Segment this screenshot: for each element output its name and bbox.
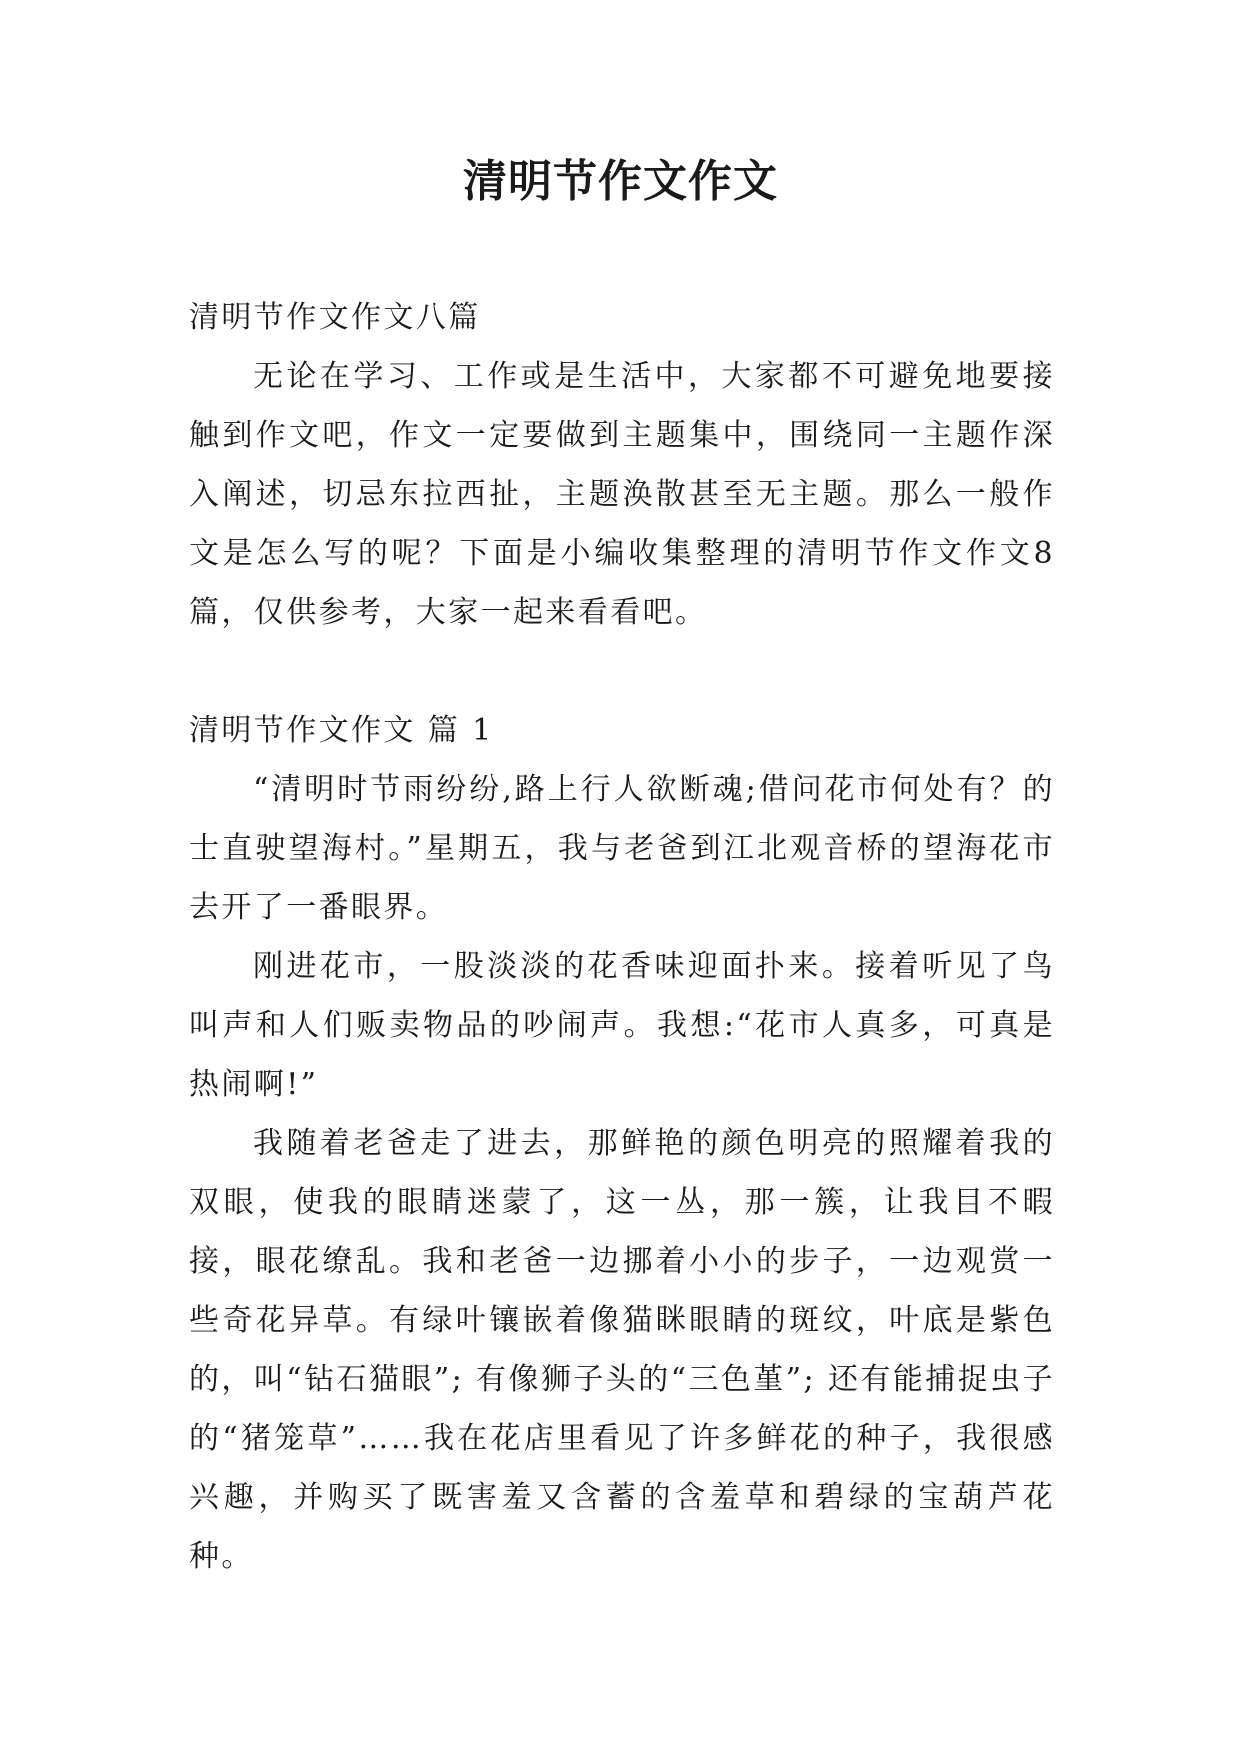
document-body	[189, 288, 1055, 1586]
intro-paragraph: 无论在学习、工作或是生活中，大家都不可避免地要接触到作文吧，作文一定要做到主题集中，围绕同一主题作深入阐述，切忌东拉西扯，主题涣散甚至无主题。那么一般作文是怎么写的呢？下面是小编收集整理的清明节作文作文8篇，仅供参考，大家一起来看看吧。	[189, 359, 1055, 630]
document-title: 清明节作文作文	[463, 156, 778, 207]
paragraph-gap	[189, 642, 1055, 701]
body-paragraph: 刚进花市，一股淡淡的花香味迎面扑来。接着听见了鸟叫声和人们贩卖物品的吵闹声。我想:“花市人真多，可真是热闹啊!”	[189, 949, 1055, 1102]
body-paragraph: 我随着老爸走了进去，那鲜艳的颜色明亮的照耀着我的双眼，使我的眼睛迷蒙了，这一丛，那一簇，让我目不暇接，眼花缭乱。我和老爸一边挪着小小的步子，一边观赏一些奇花异草。有绿叶镶嵌着像猫眯眼睛的斑纹，叶底是紫色的，叫“钻石猫眼”; 有像狮子头的“三色堇”; 还有能捕捉虫子的“猪笼草”……我在花店里看见了许多鲜花的种子，我很感兴趣，并购买了既害羞又含蓄的含羞草和碧绿的宝葫芦花种。	[189, 1126, 1055, 1574]
body-paragraph: “清明时节雨纷纷,路上行人欲断魂;借问花市何处有？的士直驶望海村。”星期五，我与老爸到江北观音桥的望海花市去开了一番眼界。	[189, 772, 1055, 925]
section-heading: 清明节作文作文 篇 1	[189, 713, 494, 748]
intro-heading: 清明节作文作文八篇	[189, 300, 481, 335]
